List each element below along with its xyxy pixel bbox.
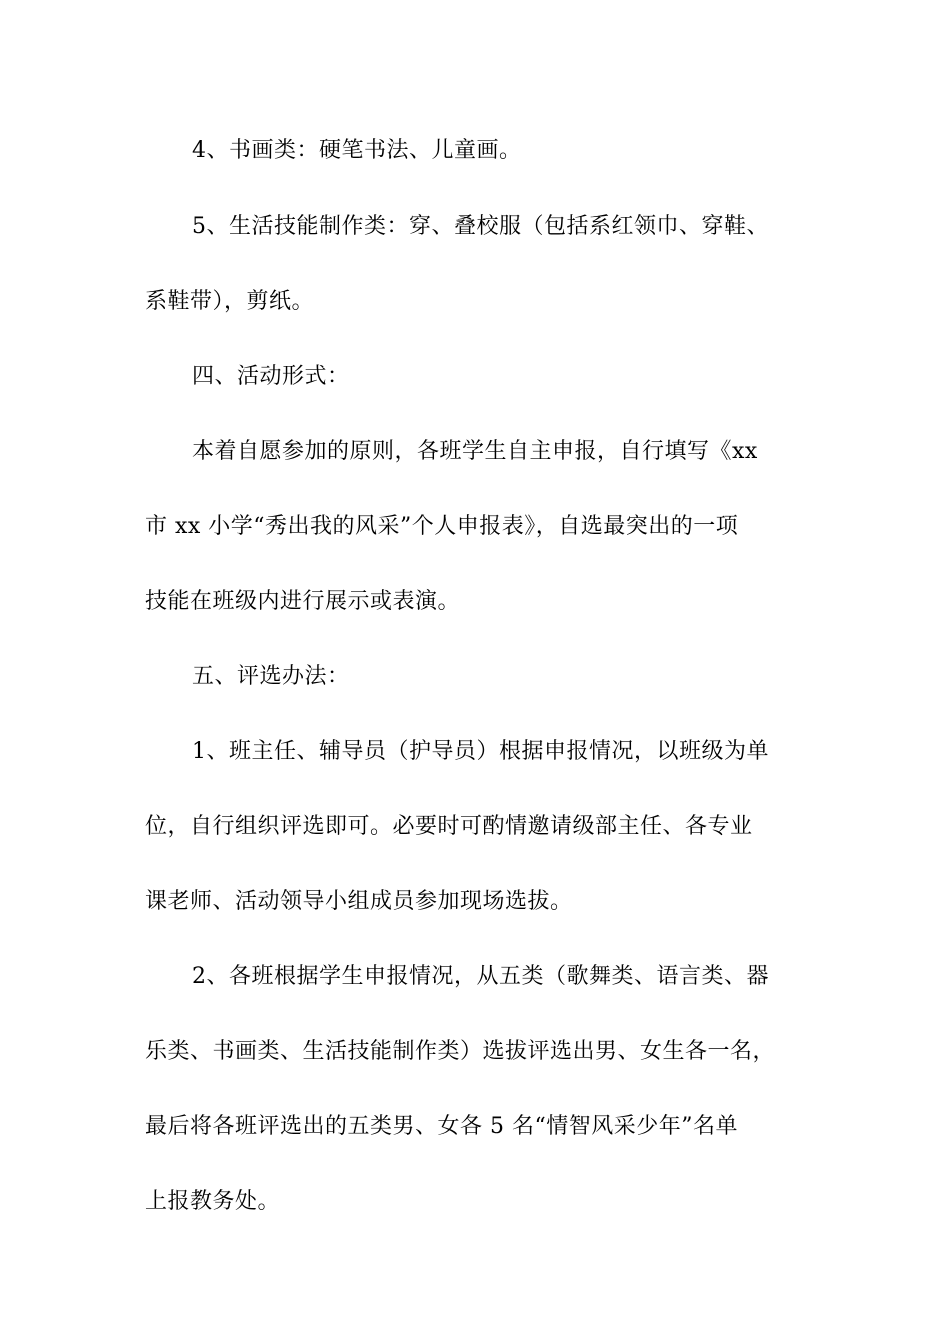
activity-form-paragraph-line-1: 本着自愿参加的原则，各班学生自主申报，自行填写《xx: [192, 439, 758, 464]
item-life-skills-line-2: 系鞋带），剪纸。: [145, 289, 315, 314]
section-heading-selection-method: 五、评选办法：: [192, 664, 350, 689]
selection-item-2-line-4: 上报教务处。: [145, 1189, 281, 1214]
selection-item-2-line-3: 最后将各班评选出的五类男、女各 5 名“情智风采少年”名单: [145, 1114, 738, 1139]
item-life-skills-line-1: 5、生活技能制作类：穿、叠校服（包括系红领巾、穿鞋、: [192, 214, 769, 239]
section-heading-activity-form: 四、活动形式：: [192, 364, 350, 389]
activity-form-paragraph-line-3: 技能在班级内进行展示或表演。: [145, 589, 461, 614]
selection-item-2-line-2: 乐类、书画类、生活技能制作类）选拔评选出男、女生各一名，: [145, 1039, 776, 1064]
selection-item-1-line-2: 位，自行组织评选即可。必要时可酌情邀请级部主任、各专业: [145, 814, 753, 839]
selection-item-2-line-1: 2、各班根据学生申报情况，从五类（歌舞类、语言类、器: [192, 964, 769, 989]
activity-form-paragraph-line-2: 市 xx 小学“秀出我的风采”个人申报表》，自选最突出的一项: [145, 514, 739, 539]
selection-item-1-line-3: 课老师、活动领导小组成员参加现场选拔。: [145, 889, 573, 914]
selection-item-1-line-1: 1、班主任、辅导员（护导员）根据申报情况，以班级为单: [192, 739, 769, 764]
item-calligraphy-painting: 4、书画类：硬笔书法、儿童画。: [192, 138, 522, 163]
